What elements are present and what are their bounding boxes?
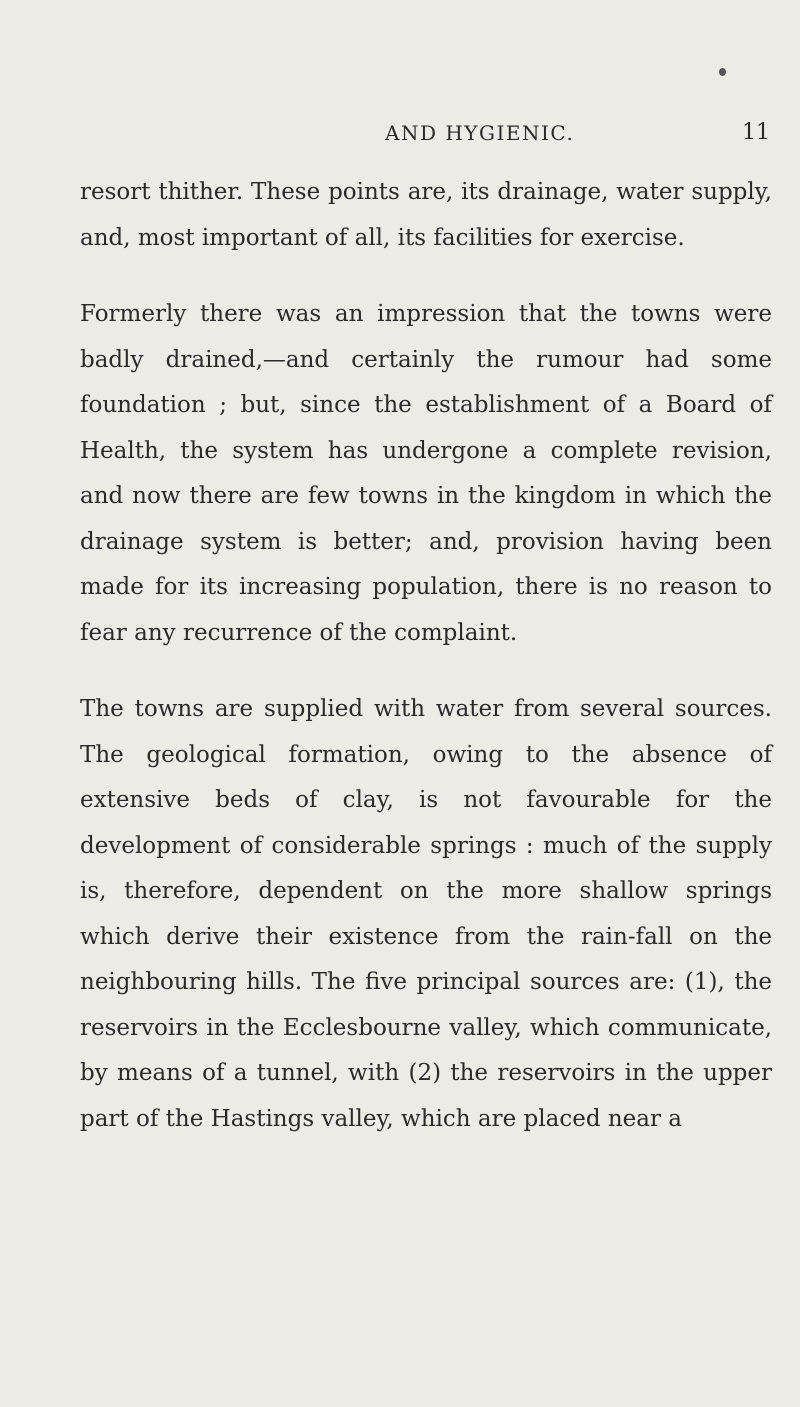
ink-spot [719, 68, 726, 76]
running-head-title: AND HYGIENIC. [385, 121, 575, 145]
paragraph-2: Formerly there was an impression that the towns were badly drained,—and certainly the rumour had some foundation ; but, since the establishment of a Board of Health, the system has undergone a complete revision, and now there are few towns in the kingdom in which the drainage system is better; and, provision having been made for its increasing population, there is no reason to fear any recurrence of the complaint. [80, 301, 772, 646]
paragraph-1: resort thither. These points are, its drainage, water supply, and, most important of all, its facilities for exercise. [80, 179, 772, 251]
body-text [80, 170, 772, 1173]
running-head [80, 118, 770, 150]
page-number: 11 [742, 120, 770, 145]
paragraph-3: The towns are supplied with water from several sources. The geological formation, owing to the absence of extensive beds of clay, is not favourable for the development of considerable springs : much of the supply is, therefore, dependent on the more shallow springs which derive their existence from the rain-fall on the neighbouring hills. The five principal sources are: (1), the reservoirs in the Ecclesbourne valley, which communicate, by means of a tunnel, with (2) the reservoirs in the upper part of the Hastings valley, which are placed near a [80, 696, 772, 1132]
